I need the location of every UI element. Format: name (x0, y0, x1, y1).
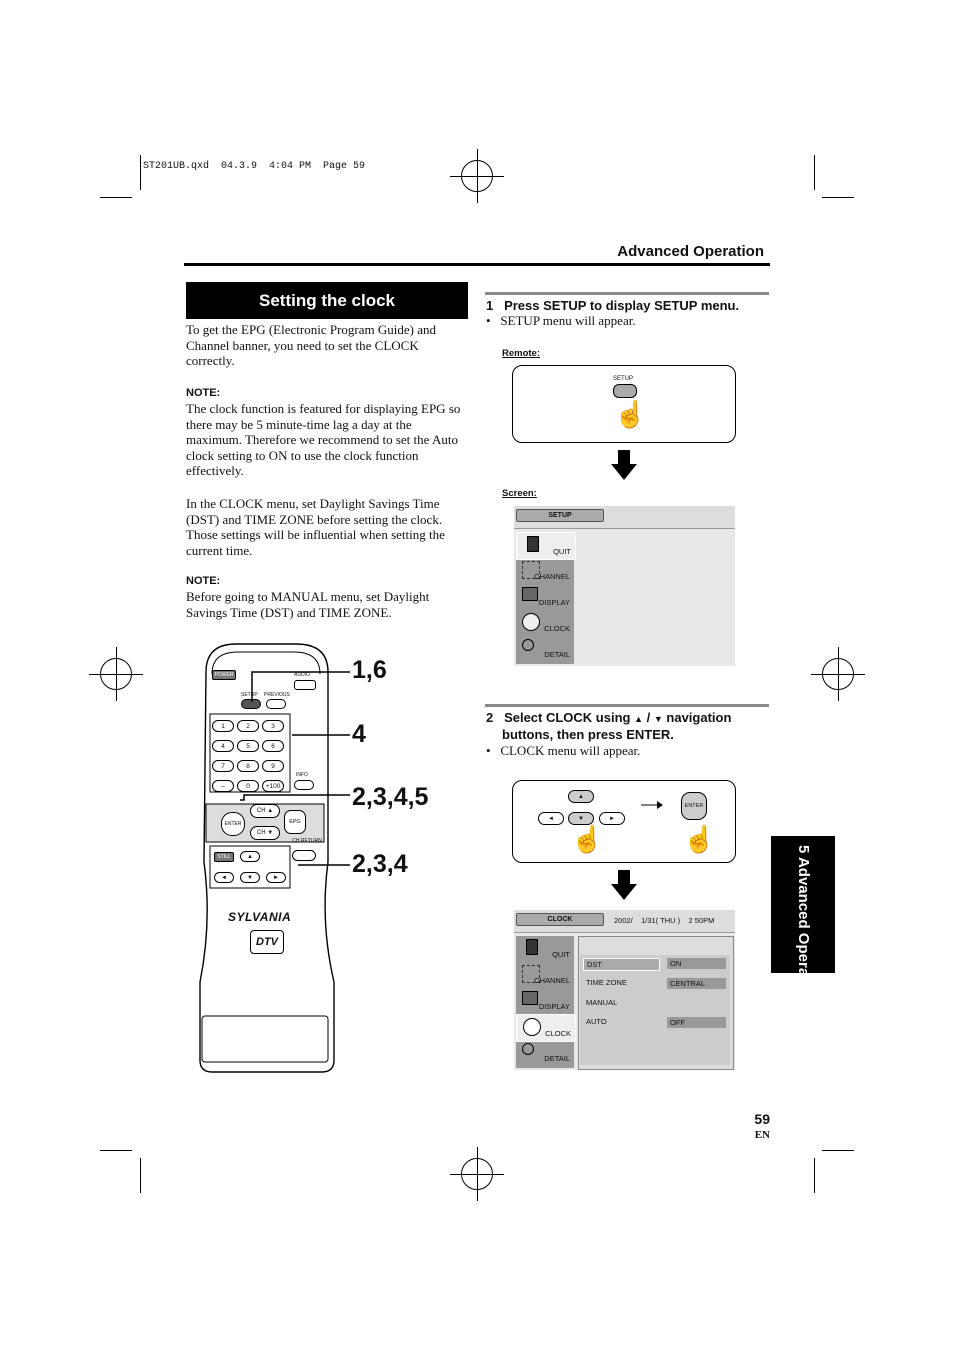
setup-label: SETUP (241, 692, 258, 698)
intro-paragraph: To get the EPG (Electronic Program Guide) and Channel banner, you need to set the CLOCK correctly. (186, 322, 436, 369)
down-arrow-icon (611, 870, 637, 902)
menu-clock[interactable]: CLOCK (516, 1014, 576, 1042)
menu-display[interactable]: DISPLAY (516, 584, 574, 610)
chapter-tab (771, 836, 835, 1004)
previous-label: PREVIOUS (264, 692, 290, 698)
step1-heading: 1 Press SETUP to display SETUP menu. (486, 298, 740, 313)
nav-down-button[interactable]: ▼ (568, 812, 594, 825)
menu-quit[interactable]: QUIT (516, 532, 576, 560)
enter-key[interactable]: ENTER (681, 792, 707, 820)
menu-clock[interactable]: CLOCK (516, 610, 574, 636)
ch-return-label: CH RETURN (292, 838, 322, 844)
manual-label[interactable]: MANUAL (586, 998, 618, 1007)
right-arrow-icon (641, 801, 663, 809)
down-arrow-icon (611, 450, 637, 482)
registration-mark-right (822, 658, 854, 690)
clock-screen (514, 910, 735, 1070)
pointing-hand-icon: ☝ (614, 400, 647, 429)
digit-button[interactable]: 8 (237, 760, 259, 772)
ch-down-button[interactable]: CH ▼ (250, 826, 280, 840)
digit-button[interactable]: 2 (237, 720, 259, 732)
dst-value[interactable]: ON (667, 958, 726, 969)
digit-button[interactable]: +100 (262, 780, 284, 792)
epg-button[interactable]: EPG (284, 810, 306, 834)
note2-heading: NOTE: (186, 575, 221, 587)
digit-button[interactable]: 4 (212, 740, 234, 752)
enter-button[interactable]: ENTER (221, 812, 245, 836)
clock-datetime: 2002/ 1/31( THU ) 2 50PM (614, 916, 715, 925)
file-slug: ST201UB.qxd 04.3.9 4:04 PM Page 59 (143, 161, 366, 172)
menu-channel[interactable]: CHANNEL (516, 962, 574, 988)
time-zone-label[interactable]: TIME ZONE (586, 978, 627, 987)
remote-label: Remote: (502, 348, 541, 359)
clock-screen-tab: CLOCK (516, 913, 604, 926)
menu-detail[interactable]: DETAIL (516, 636, 574, 662)
setup-menu (516, 532, 574, 664)
nav-left-button[interactable]: ◄ (538, 812, 564, 825)
menu-channel[interactable]: CHANNEL (516, 558, 574, 584)
digit-button[interactable]: 5 (237, 740, 259, 752)
clock-menu (516, 936, 574, 1068)
pointing-hand-icon: ☝ (571, 825, 604, 854)
power-button[interactable]: POWER (212, 670, 236, 680)
nav-down-glyph-icon: ▼ (653, 714, 663, 724)
note2-text: Before going to MANUAL menu, set Daylight Savings Time (DST) and TIME ZONE. (186, 589, 430, 620)
note1-text: The clock function is featured for displaying EPG so there may be 5 minute-time lag a day at the maximum. Therefore we recommend to set the Auto clock setting to ON to use the clock function effectively. (186, 401, 461, 479)
callout-3: 2,3,4,5 (352, 783, 429, 811)
registration-mark-left (100, 658, 132, 690)
auto-label[interactable]: AUTO (586, 1017, 607, 1026)
menu-display[interactable]: DISPLAY (516, 988, 574, 1014)
digit-button[interactable]: 6 (262, 740, 284, 752)
step2-remote-panel (512, 780, 736, 863)
digit-button[interactable]: 1 (212, 720, 234, 732)
setup-label-small: SETUP (613, 376, 634, 382)
screen-label: Screen: (502, 488, 537, 499)
still-button[interactable]: STILL (214, 852, 234, 862)
digit-button[interactable]: 9 (262, 760, 284, 772)
nav-right-button[interactable]: ► (599, 812, 625, 825)
remote-right-button[interactable]: ► (266, 872, 286, 883)
menu-detail[interactable]: DETAIL (516, 1040, 574, 1066)
clock-paragraph: In the CLOCK menu, set Daylight Savings Time (DST) and TIME ZONE before setting the clock. Those settings will be influential when setting the current time. (186, 496, 445, 558)
section-title: Advanced Operation (617, 243, 764, 260)
note1-heading: NOTE: (186, 387, 221, 399)
page-title: Setting the clock (186, 282, 468, 319)
step2-heading-line2: buttons, then press ENTER. (502, 727, 674, 742)
setup-key[interactable] (613, 384, 637, 398)
remote-left-button[interactable]: ◄ (214, 872, 234, 883)
dtv-logo: DTV (250, 930, 284, 954)
callout-4: 2,3,4 (352, 850, 408, 878)
digit-button[interactable]: 7 (212, 760, 234, 772)
time-zone-value[interactable]: CENTRAL (667, 978, 726, 989)
audio-label: AUDIO (294, 672, 310, 678)
nav-up-glyph-icon: ▲ (634, 714, 644, 724)
digit-button[interactable]: 0 (237, 780, 259, 792)
callout-2: 4 (352, 720, 366, 748)
registration-mark-bottom (461, 1158, 493, 1190)
callout-lines (240, 660, 360, 880)
step1-remote-panel (512, 365, 736, 443)
auto-value[interactable]: OFF (667, 1017, 726, 1028)
language-code: EN (754, 1129, 770, 1141)
step2-bullet: • CLOCK menu will appear. (486, 743, 641, 758)
brand-logo: SYLVANIA (228, 910, 292, 924)
digit-button[interactable]: – (212, 780, 234, 792)
pointing-hand-icon: ☝ (683, 825, 716, 854)
digit-button[interactable]: 3 (262, 720, 284, 732)
clock-settings-panel (578, 936, 734, 1070)
step2-heading: 2 Select CLOCK using ▲ / ▼ navigation (486, 710, 732, 725)
nav-up-button[interactable]: ▲ (568, 790, 594, 803)
callout-1: 1,6 (352, 656, 387, 684)
ch-up-button[interactable]: CH ▲ (250, 804, 280, 818)
step1-bullet: • SETUP menu will appear. (486, 313, 636, 328)
menu-quit[interactable]: QUIT (516, 936, 574, 962)
page-number: 59 (754, 1111, 770, 1127)
chapter-tab-label: 5 Advanced Operation (795, 844, 812, 1004)
remote-up-button[interactable]: ▲ (240, 851, 260, 862)
setup-screen (514, 506, 735, 666)
registration-mark-top (461, 160, 493, 192)
setup-screen-tab: SETUP (516, 509, 604, 522)
remote-down-button[interactable]: ▼ (240, 872, 260, 883)
dst-label[interactable]: DST (583, 958, 660, 971)
info-label: INFO (296, 772, 308, 778)
